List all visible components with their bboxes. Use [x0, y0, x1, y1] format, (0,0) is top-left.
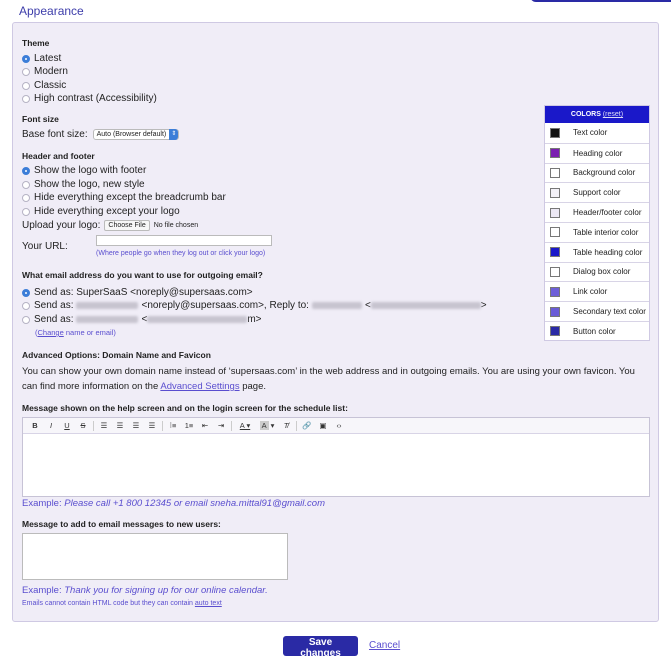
colors-reset-link[interactable]: (reset)	[602, 111, 624, 118]
editor-toolbar	[23, 418, 649, 434]
change-email-link[interactable]: Change	[37, 328, 64, 337]
colors-header: COLORS (reset)	[545, 106, 649, 123]
color-swatch-icon[interactable]	[550, 267, 560, 277]
change-email-hint: (Change name or email)	[35, 328, 116, 337]
color-row-background-color[interactable]	[545, 163, 649, 183]
color-swatch-icon[interactable]	[550, 326, 560, 336]
radio-icon[interactable]	[22, 181, 30, 189]
align-left-icon[interactable]: ☰	[100, 421, 108, 430]
header-option-breadcrumb[interactable]: Hide everything except the breadcrumb bar	[22, 191, 226, 204]
color-swatch-icon[interactable]	[550, 208, 560, 218]
color-swatch-icon[interactable]	[550, 227, 560, 237]
color-swatch-icon[interactable]	[550, 168, 560, 178]
radio-icon[interactable]	[22, 302, 30, 310]
redacted-email	[371, 302, 481, 309]
theme-option-modern[interactable]: Modern	[22, 65, 68, 78]
email-heading: What email address do you want to use for outgoing email?	[22, 270, 263, 280]
color-swatch-icon[interactable]	[550, 287, 560, 297]
strikethrough-icon[interactable]: S	[80, 421, 86, 430]
bullet-list-icon[interactable]: ⁝≡	[169, 421, 177, 430]
choose-file-button[interactable]: Choose File	[104, 220, 149, 231]
new-user-message-textarea[interactable]	[22, 533, 288, 580]
email-option-default[interactable]: Send as: SuperSaaS <noreply@supersaas.com>	[22, 286, 253, 299]
image-icon[interactable]: ▣	[319, 421, 327, 430]
toolbar-divider	[93, 421, 94, 431]
link-icon[interactable]: 🔗	[302, 421, 312, 430]
email-html-note: Emails cannot contain HTML code but they can contain auto text	[22, 600, 222, 607]
radio-icon[interactable]	[22, 95, 30, 103]
help-message-heading: Message shown on the help screen and on the login screen for the schedule list:	[22, 403, 348, 413]
header-option-logo-footer[interactable]: Show the logo with footer	[22, 164, 146, 177]
color-row-table-interior-color[interactable]	[545, 222, 649, 242]
justify-icon[interactable]: ☰	[148, 421, 156, 430]
advanced-description: You can show your own domain name instead of ‘supersaas.com’ in the web address and in outgoing emails. You are using your own favicon. You can find more information on the Advanced Settings page.	[22, 366, 635, 392]
color-label: Support color	[573, 188, 621, 198]
section-title: Appearance	[19, 4, 84, 18]
source-code-icon[interactable]: ‹›	[336, 421, 342, 430]
color-row-table-heading-color[interactable]	[545, 242, 649, 262]
italic-icon[interactable]: I	[49, 421, 53, 430]
theme-heading: Theme	[22, 38, 50, 48]
save-changes-button[interactable]: Save changes	[283, 636, 358, 656]
url-label: Your URL:	[22, 241, 68, 252]
clear-format-icon[interactable]: T̸	[283, 421, 289, 430]
outdent-icon[interactable]: ⇤	[201, 421, 209, 430]
url-hint: (Where people go when they log out or click your logo)	[96, 250, 266, 257]
color-row-secondary-text-color[interactable]	[545, 301, 649, 321]
redacted-email	[147, 316, 247, 323]
select-arrows-icon: ⇕	[169, 129, 178, 140]
auto-text-link[interactable]: auto text	[194, 600, 222, 607]
help-message-editor[interactable]	[22, 417, 650, 497]
redacted-name	[76, 316, 138, 323]
url-input[interactable]	[96, 235, 272, 246]
upload-logo-row	[22, 220, 198, 231]
radio-checked-icon[interactable]	[22, 55, 30, 63]
color-row-dialog-box-color[interactable]	[545, 262, 649, 282]
radio-icon[interactable]	[22, 316, 30, 324]
color-label: Text color	[573, 128, 608, 138]
text-color-icon[interactable]: A ▾	[239, 421, 251, 430]
radio-checked-icon[interactable]	[22, 167, 30, 175]
align-right-icon[interactable]: ☰	[132, 421, 140, 430]
radio-checked-icon[interactable]	[22, 289, 30, 297]
font-size-select[interactable]: Auto (Browser default) ⇕	[93, 129, 180, 140]
color-row-text-color[interactable]	[545, 123, 649, 143]
font-size-label: Base font size:	[22, 129, 88, 140]
header-footer-heading: Header and footer	[22, 151, 95, 161]
no-file-text: No file chosen	[153, 222, 199, 229]
new-user-message-example: Example: Thank you for signing up for our online calendar.	[22, 585, 268, 596]
color-label: Dialog box color	[573, 267, 631, 277]
color-label: Table interior color	[573, 227, 639, 237]
underline-icon[interactable]: U	[64, 421, 70, 430]
color-row-header-footer-color[interactable]	[545, 202, 649, 222]
color-label: Background color	[573, 168, 636, 178]
new-user-message-heading: Message to add to email messages to new users:	[22, 519, 221, 529]
color-row-button-color[interactable]	[545, 321, 649, 341]
advanced-settings-link[interactable]: Advanced Settings	[160, 381, 240, 392]
color-label: Header/footer color	[573, 208, 642, 218]
color-swatch-icon[interactable]	[550, 128, 560, 138]
color-swatch-icon[interactable]	[550, 188, 560, 198]
numbered-list-icon[interactable]: 1≡	[184, 421, 194, 430]
color-label: Table heading color	[573, 247, 643, 257]
header-option-logo-new-style[interactable]: Show the logo, new style	[22, 178, 145, 191]
radio-icon[interactable]	[22, 194, 30, 202]
color-label: Link color	[573, 287, 608, 297]
top-accent-bar	[530, 0, 671, 2]
color-swatch-icon[interactable]	[550, 247, 560, 257]
color-row-heading-color[interactable]	[545, 143, 649, 163]
color-row-link-color[interactable]	[545, 281, 649, 301]
email-option-reply-to[interactable]: Send as: <noreply@supersaas.com>, Reply to: < >	[22, 299, 487, 312]
toolbar-divider	[162, 421, 163, 431]
header-option-logo-only[interactable]: Hide everything except your logo	[22, 205, 180, 218]
colors-panel	[544, 105, 650, 341]
advanced-heading: Advanced Options: Domain Name and Favicon	[22, 350, 211, 360]
color-label: Heading color	[573, 148, 623, 158]
bold-icon[interactable]: B	[32, 421, 38, 430]
toolbar-divider	[231, 421, 232, 431]
theme-option-classic[interactable]: Classic	[22, 79, 66, 92]
theme-option-latest[interactable]: Latest	[22, 52, 61, 65]
radio-icon[interactable]	[22, 208, 30, 216]
color-label: Secondary text color	[573, 307, 646, 317]
theme-option-high-contrast[interactable]: High contrast (Accessibility)	[22, 92, 157, 105]
radio-icon[interactable]	[22, 82, 30, 90]
help-message-example: Example: Please call +1 800 12345 or email sneha.mittal91@gmail.com	[22, 498, 325, 509]
radio-icon[interactable]	[22, 68, 30, 76]
toolbar-divider	[296, 421, 297, 431]
color-swatch-icon[interactable]	[550, 307, 560, 317]
upload-logo-label: Upload your logo:	[22, 220, 101, 231]
align-center-icon[interactable]: ☰	[116, 421, 124, 430]
color-row-support-color[interactable]	[545, 182, 649, 202]
cancel-link[interactable]: Cancel	[369, 640, 401, 651]
redacted-name	[312, 302, 362, 309]
font-size-heading: Font size	[22, 114, 59, 124]
color-label: Button color	[573, 326, 616, 336]
background-color-icon[interactable]: A ▾	[261, 421, 275, 430]
color-swatch-icon[interactable]	[550, 148, 560, 158]
indent-icon[interactable]: ⇥	[217, 421, 225, 430]
redacted-name	[76, 302, 138, 309]
font-size-row	[22, 129, 179, 140]
email-option-custom[interactable]: Send as: < m>	[22, 313, 262, 326]
